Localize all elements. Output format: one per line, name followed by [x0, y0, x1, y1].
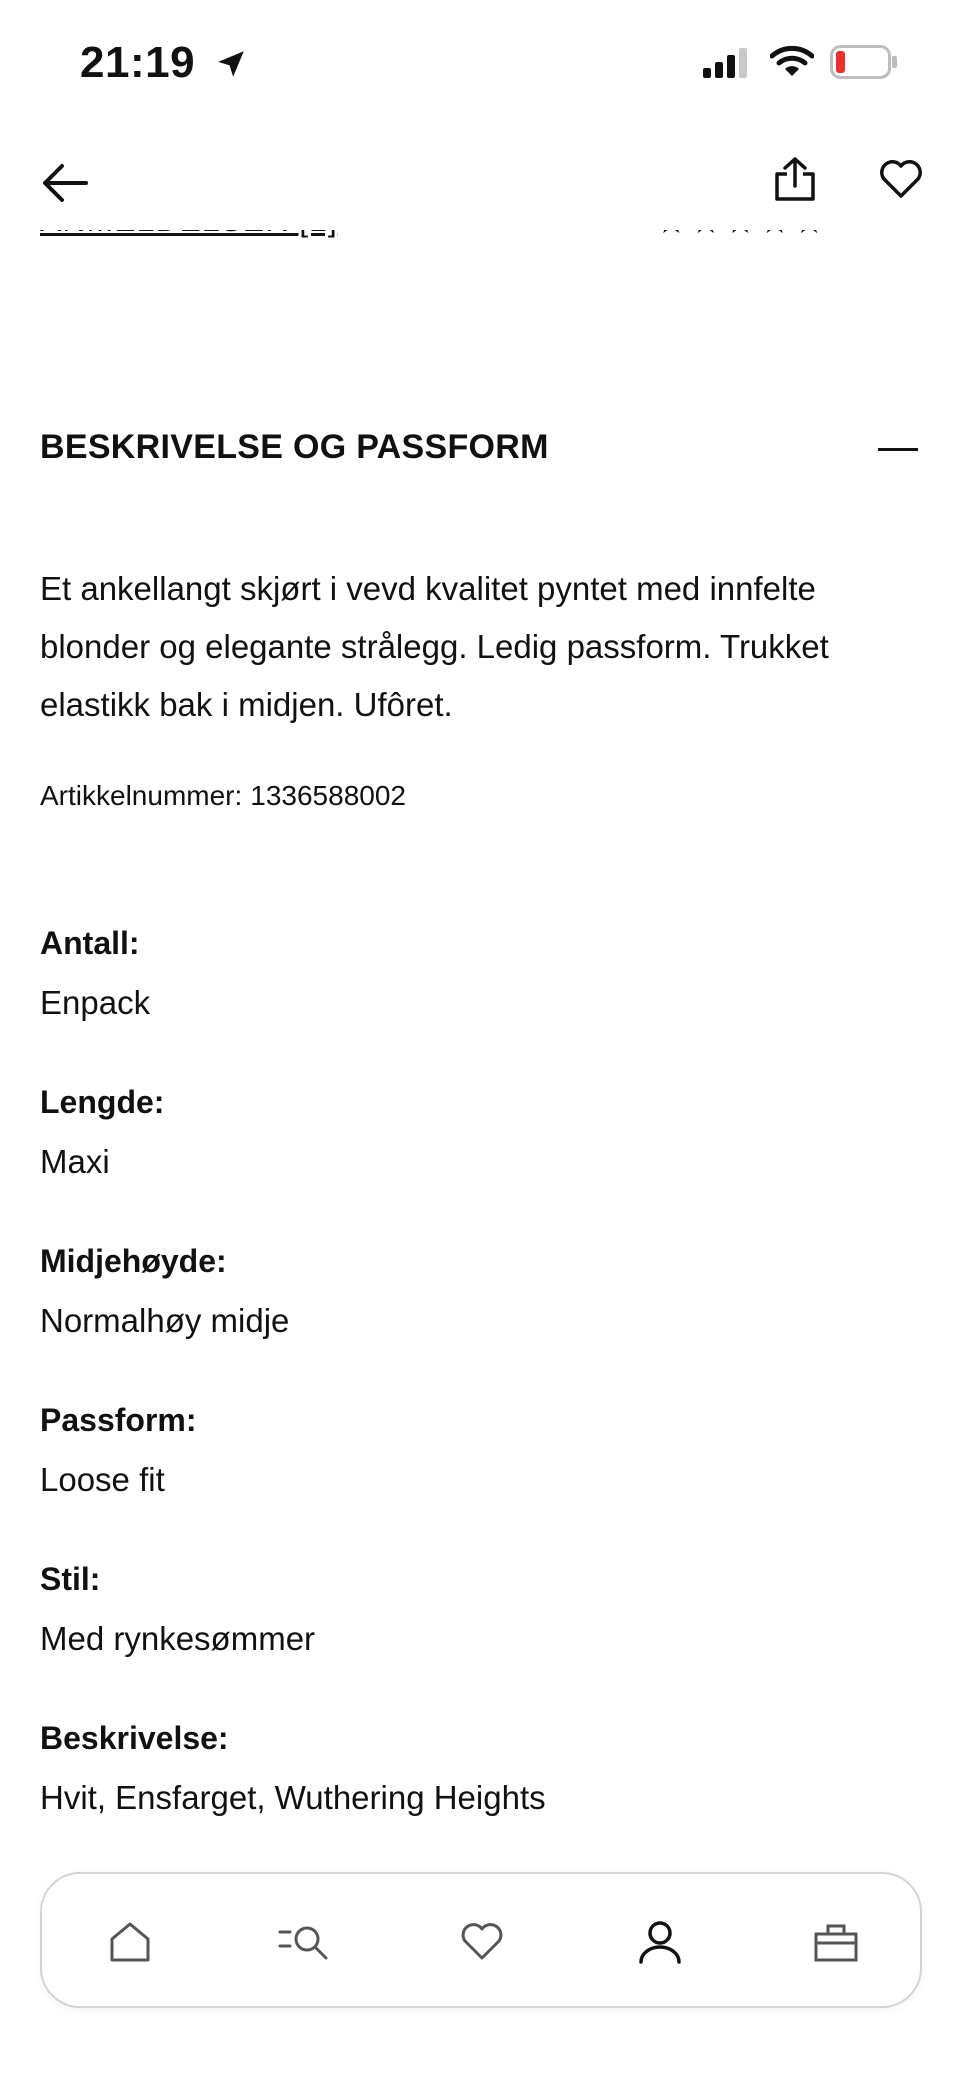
attribute-label: Stil:	[40, 1561, 101, 1597]
arrow-left-icon	[42, 163, 88, 203]
product-description: Et ankellangt skjørt i vevd kvalitet pyntet med innfelte blonder og elegante strålegg. Ledig passform. Trukket elastikk bak i midjen. Ufôret.	[40, 570, 829, 723]
attribute-value: Hvit, Ensfarget, Wuthering Heights	[40, 1779, 546, 1816]
account-icon	[637, 1919, 683, 1965]
attribute-value: Maxi	[40, 1143, 110, 1180]
top-navigation-bar	[0, 140, 960, 230]
share-button[interactable]	[760, 144, 830, 214]
status-time	[80, 38, 248, 88]
search-menu-icon	[278, 1922, 334, 1962]
tab-account[interactable]	[622, 1904, 698, 1980]
attribute-label: Passform:	[40, 1402, 197, 1438]
tab-favorites[interactable]	[444, 1904, 520, 1980]
article-number-value: 1336588002	[250, 780, 406, 811]
attribute-item	[40, 918, 920, 1077]
attribute-value: Med rynkesømmer	[40, 1620, 316, 1657]
back-button[interactable]	[30, 148, 100, 218]
status-bar	[0, 0, 960, 130]
attribute-value: Enpack	[40, 984, 151, 1021]
minus-icon	[878, 448, 918, 451]
share-icon	[773, 156, 817, 202]
heart-icon	[460, 1922, 504, 1962]
battery-low-icon	[830, 45, 898, 79]
tab-search[interactable]	[268, 1904, 344, 1980]
attribute-value: Normalhøy midje	[40, 1302, 290, 1339]
product-attributes	[40, 918, 920, 1872]
attribute-label: Midjehøyde:	[40, 1243, 227, 1279]
clock: 21:19	[80, 38, 196, 87]
section-title: BESKRIVELSE OG PASSFORM	[40, 428, 549, 466]
bottom-tab-bar	[40, 1872, 922, 2008]
article-number-label: Artikkelnummer:	[40, 780, 243, 811]
collapse-button[interactable]	[864, 430, 924, 470]
bag-icon	[813, 1921, 859, 1963]
tab-home[interactable]	[92, 1904, 168, 1980]
description-section-header[interactable]	[40, 420, 924, 480]
tab-bag[interactable]	[798, 1904, 874, 1980]
attribute-item	[40, 1713, 920, 1872]
attribute-label: Antall:	[40, 925, 140, 961]
location-arrow-icon	[214, 47, 248, 81]
attribute-item	[40, 1395, 920, 1554]
attribute-value: Loose fit	[40, 1461, 165, 1498]
wifi-icon	[770, 44, 814, 78]
attribute-label: Beskrivelse:	[40, 1720, 229, 1756]
wishlist-button[interactable]	[866, 144, 936, 214]
heart-icon	[879, 159, 923, 199]
cellular-signal-icon	[703, 48, 751, 78]
attribute-label: Lengde:	[40, 1084, 165, 1120]
attribute-item	[40, 1077, 920, 1236]
home-icon	[108, 1921, 152, 1963]
attribute-item	[40, 1236, 920, 1395]
attribute-item	[40, 1554, 920, 1713]
article-number	[40, 780, 406, 812]
